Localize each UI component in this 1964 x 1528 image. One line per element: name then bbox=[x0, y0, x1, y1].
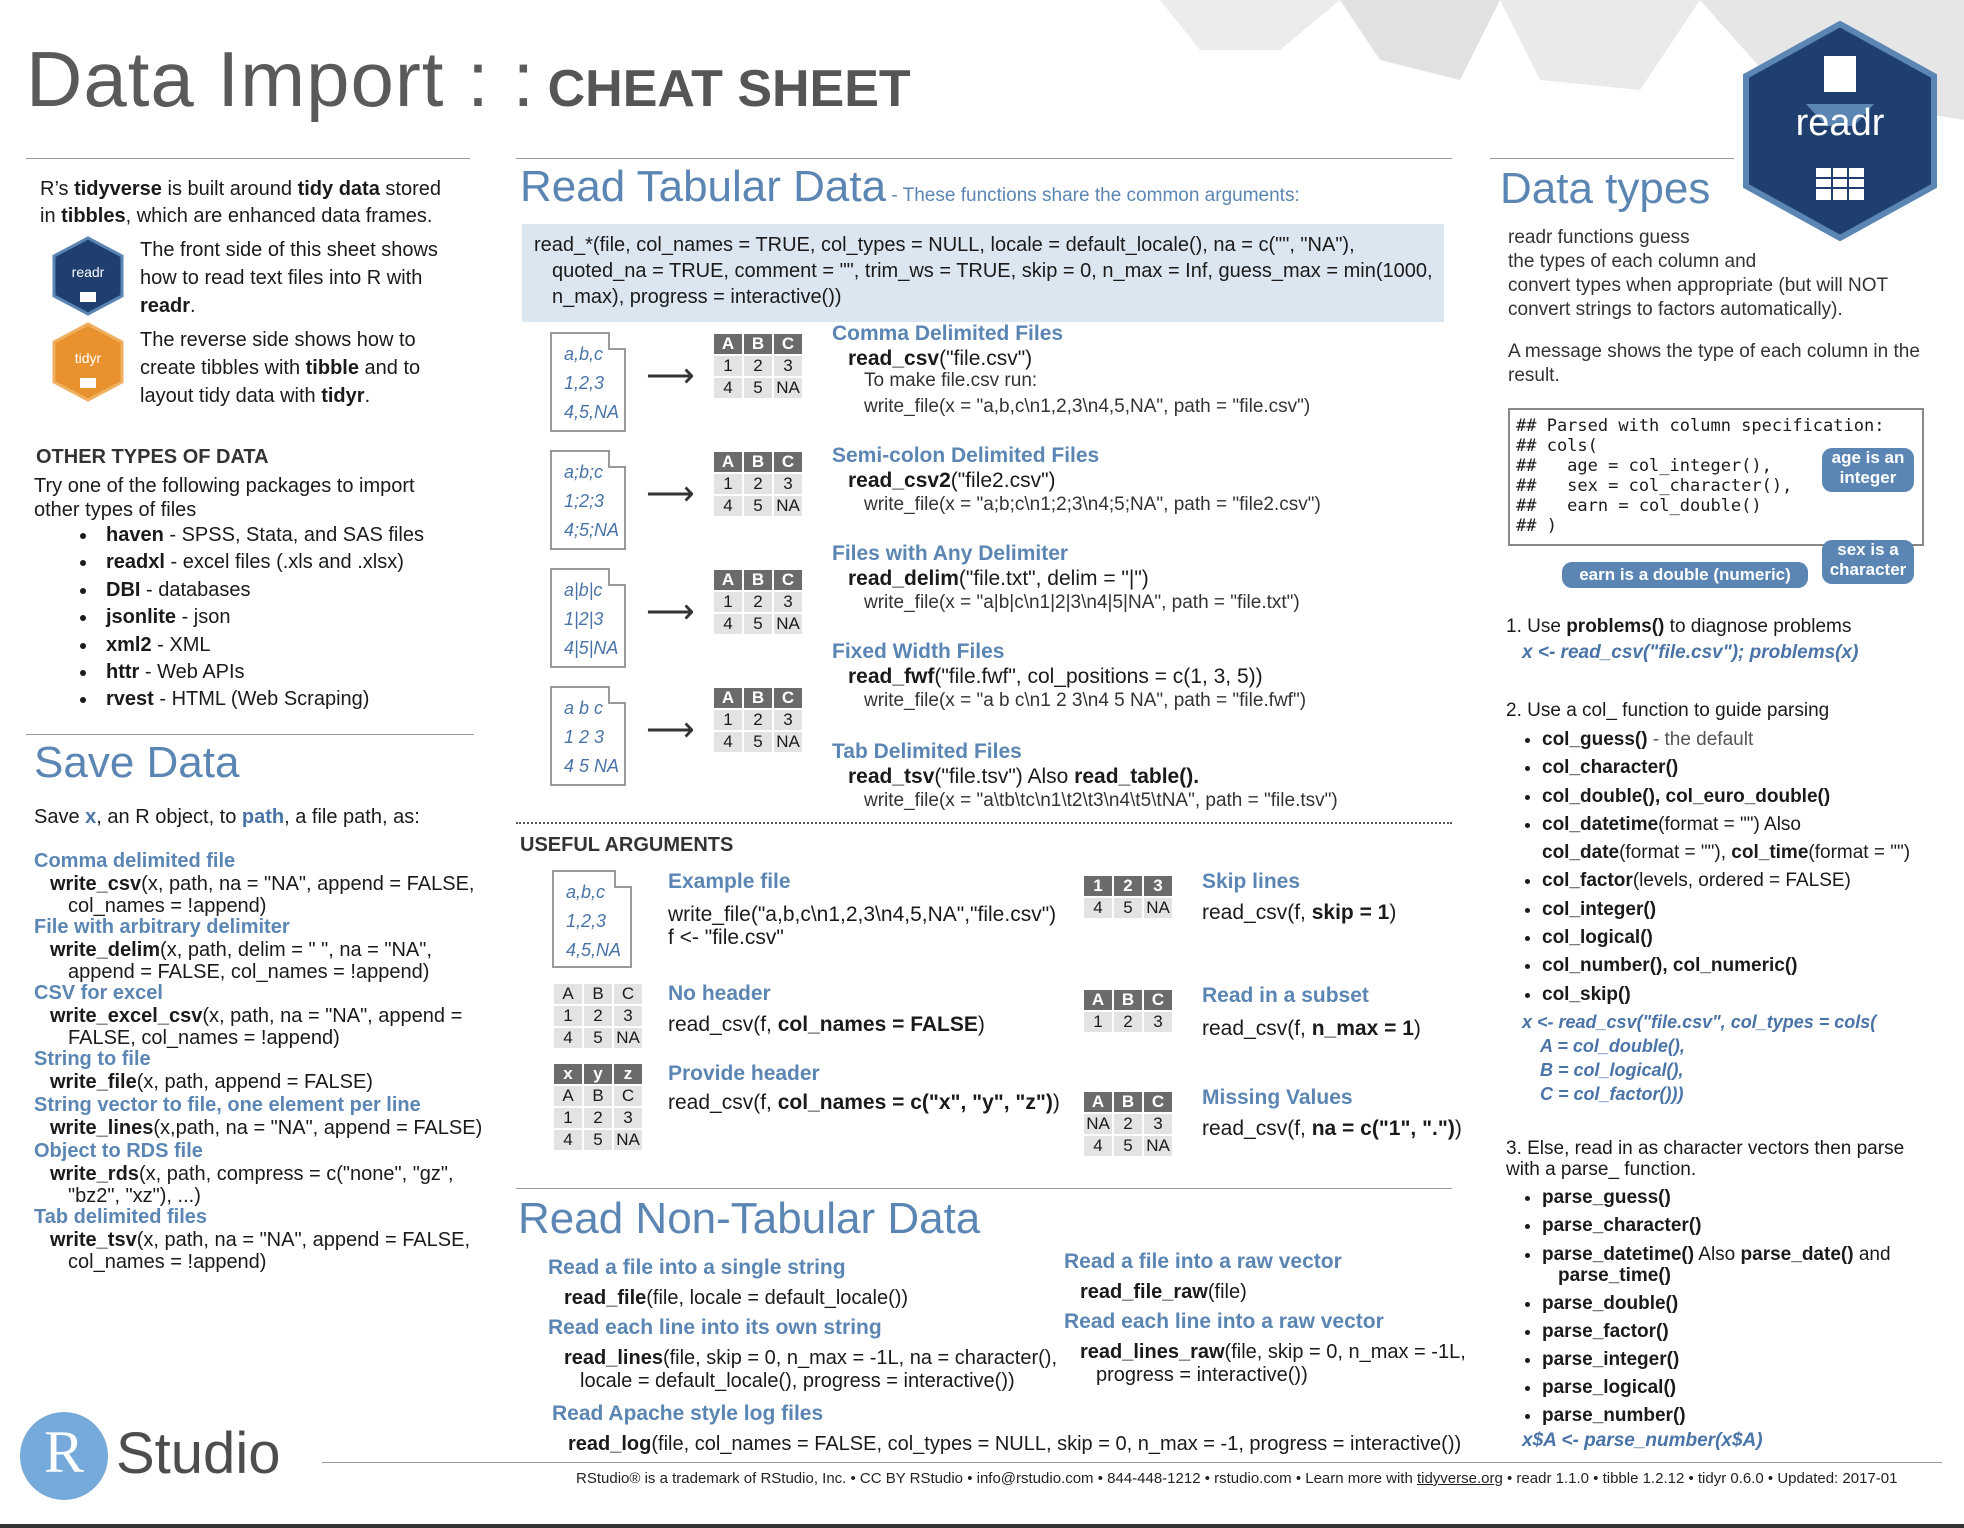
divider bbox=[516, 1188, 1452, 1189]
parse-item: • parse_character() bbox=[1542, 1212, 1964, 1240]
col-datetime-item: • col_datetime(format = "") Also col_date(format = ""), col_time(format = "") bbox=[1542, 811, 1964, 868]
parse-item: • parse_number() bbox=[1542, 1402, 1964, 1430]
common-args-line3: n_max), progress = interactive()) bbox=[552, 286, 842, 308]
console-line: ## sex = col_character(), bbox=[1516, 476, 1793, 496]
example-file-label: Example file bbox=[668, 870, 791, 893]
divider bbox=[1490, 158, 1734, 159]
parse-item: • parse_factor() bbox=[1542, 1318, 1964, 1346]
subset-code: read_csv(f, n_max = 1) bbox=[1202, 1017, 1421, 1040]
nontab-call: read_log(file, col_names = FALSE, col_types = NULL, skip = 0, n_max = -1, progress = interactive()) bbox=[568, 1433, 1462, 1455]
nontab-call-cont: locale = default_locale(), progress = interactive()) bbox=[580, 1370, 1015, 1392]
parse-datetime-item: • parse_datetime() Also parse_date() and parse_time() bbox=[1542, 1240, 1964, 1290]
tabular-subheading: - These functions share the common arguments: bbox=[886, 185, 1300, 206]
footer-text: RStudio® is a trademark of RStudio, Inc. • CC BY RStudio • info@rstudio.com • 844-448-1212 • rstudio.com • Learn more with tidyverse.org • readr 1.1.0 • tibble 1.2.12 • tidyr 0.6.0 • Updated: 2017-01 bbox=[576, 1470, 1898, 1487]
other-desc: Try one of the following packages to import other types of files bbox=[34, 475, 415, 521]
missing-values-code: read_csv(f, na = c("1", ".")) bbox=[1202, 1117, 1462, 1140]
parse-item: • parse_double() bbox=[1542, 1290, 1964, 1318]
col-guess-item: • col_guess() - the default bbox=[1542, 726, 1964, 754]
tabular-file-label: Fixed Width Files bbox=[832, 640, 1005, 663]
useful-heading: USEFUL ARGUMENTS bbox=[520, 834, 734, 856]
save-item: String vector to file, one element per line write_lines(x,path, na = "NA", append = FALSE) bbox=[34, 1094, 483, 1139]
tabular-heading: Read Tabular Data bbox=[520, 162, 887, 211]
text-file-icon: a b c 1 2 3 4 5 NA bbox=[550, 686, 626, 786]
tabular-file-call: read_csv("file.csv") bbox=[848, 347, 1033, 370]
nontab-call: read_lines(file, skip = 0, n_max = -1L, na = character(), bbox=[564, 1347, 1058, 1369]
save-item: Comma delimited file write_csv(x, path, na = "NA", append = FALSE, col_names = !append) bbox=[34, 850, 475, 917]
title-cheat: CHEAT SHEET bbox=[547, 60, 911, 118]
parse-item: • parse_guess() bbox=[1542, 1184, 1964, 1212]
package-item: • jsonlite - json bbox=[98, 604, 424, 631]
package-item: • xml2 - XML bbox=[98, 632, 424, 659]
missing-values-table: A B C NA 2 3 4 5 NA bbox=[1082, 1090, 1174, 1158]
arrow-right-icon: ⟶ bbox=[646, 593, 695, 631]
col-item: • col_integer() bbox=[1542, 896, 1964, 924]
common-args-line2: quoted_na = TRUE, comment = "", trim_ws = TRUE, skip = 0, n_max = Inf, guess_max = min(1000, bbox=[552, 260, 1433, 282]
nontab-label: Read each line into its own string bbox=[548, 1316, 882, 1339]
tabular-file-label: Semi-colon Delimited Files bbox=[832, 444, 1100, 467]
subset-table: A B C 1 2 3 bbox=[1082, 988, 1174, 1034]
skip-lines-label: Skip lines bbox=[1202, 870, 1301, 893]
text-file-icon: a;b;c 1;2;3 4;5;NA bbox=[550, 450, 626, 550]
nontab-call: read_file(file, locale = default_locale()) bbox=[564, 1287, 909, 1309]
badge-age: age is an integer bbox=[1822, 448, 1914, 492]
readr-small-icon-label: readr bbox=[71, 264, 105, 280]
missing-values-label: Missing Values bbox=[1202, 1086, 1353, 1109]
badge-sex: sex is a character bbox=[1822, 540, 1914, 584]
console-line: ## ) bbox=[1516, 516, 1557, 536]
col-item: • col_number(), col_numeric() bbox=[1542, 952, 1964, 980]
tabular-file-label: Files with Any Delimiter bbox=[832, 542, 1069, 565]
nontab-label: Read a file into a raw vector bbox=[1064, 1250, 1342, 1273]
footer-divider bbox=[322, 1462, 1942, 1463]
console-line: ## age = col_integer(), bbox=[1516, 456, 1772, 476]
provide-header-code: read_csv(f, col_names = c("x", "y", "z")) bbox=[668, 1091, 1060, 1114]
skip-lines-table: 1 2 3 4 5 NA bbox=[1082, 874, 1174, 920]
col-functions-list bbox=[1516, 726, 1964, 1009]
intro-text: R’s tidyverse is built around tidy data stored in tibbles, which are enhanced data frames. bbox=[40, 178, 441, 227]
tabular-file-label: Tab Delimited Files bbox=[832, 740, 1022, 763]
nontab-call: read_file_raw(file) bbox=[1080, 1281, 1247, 1303]
package-item: • readxl - excel files (.xls and .xlsx) bbox=[98, 549, 424, 576]
title-main: Data Import : : bbox=[26, 35, 536, 123]
tabular-heading-row bbox=[520, 162, 1300, 212]
divider bbox=[26, 158, 470, 159]
types-message: A message shows the type of each column in the result. bbox=[1508, 341, 1920, 386]
tabular-file-label: Comma Delimited Files bbox=[832, 322, 1064, 345]
provide-header-label: Provide header bbox=[668, 1062, 820, 1085]
provide-header-table: x y z A B C 1 2 3 4 5 NA bbox=[552, 1062, 644, 1152]
col-item: • col_double(), col_euro_double() bbox=[1542, 783, 1964, 811]
result-table: A B C 1 2 3 4 5 NA bbox=[712, 686, 804, 754]
divider bbox=[26, 734, 474, 735]
no-header-label: No header bbox=[668, 982, 771, 1005]
package-item: • rvest - HTML (Web Scraping) bbox=[98, 686, 424, 713]
console-line: ## cols( bbox=[1516, 436, 1598, 456]
tabular-file-write: write_file(x = "a\tb\tc\n1\t2\t3\n4\t5\tNA", path = "file.tsv") bbox=[864, 790, 1338, 811]
step1: 1. Use problems() to diagnose problems bbox=[1506, 616, 1852, 637]
nontab-label: Read Apache style log files bbox=[552, 1402, 824, 1425]
col-item: • col_skip() bbox=[1542, 981, 1964, 1009]
tabular-file-call: read_delim("file.txt", delim = "|") bbox=[848, 567, 1149, 590]
result-table: A B C 1 2 3 4 5 NA bbox=[712, 450, 804, 518]
parse-item: • parse_integer() bbox=[1542, 1346, 1964, 1374]
other-packages-list bbox=[70, 522, 424, 714]
tabular-file-note: To make file.csv run: bbox=[864, 370, 1038, 391]
result-table: A B C 1 2 3 4 5 NA bbox=[712, 332, 804, 400]
package-item: • httr - Web APIs bbox=[98, 659, 424, 686]
dotted-divider bbox=[516, 822, 1452, 824]
common-args-line1: read_*(file, col_names = TRUE, col_types = NULL, locale = default_locale(), na = c("", "NA"), bbox=[534, 234, 1355, 256]
arrow-right-icon: ⟶ bbox=[646, 357, 695, 395]
tidyverse-link[interactable]: tidyverse.org bbox=[1416, 1470, 1503, 1487]
no-header-code: read_csv(f, col_names = FALSE) bbox=[668, 1013, 985, 1036]
text-file-icon: a|b|c 1|2|3 4|5|NA bbox=[550, 568, 626, 668]
step3: 3. Else, read in as character vectors then parse with a parse_ function. bbox=[1506, 1138, 1905, 1180]
example-file-code2: f <- "file.csv" bbox=[668, 926, 784, 949]
tabular-file-call: read_csv2("file2.csv") bbox=[848, 469, 1056, 492]
page-title bbox=[26, 34, 911, 125]
package-item: • haven - SPSS, Stata, and SAS files bbox=[98, 522, 424, 549]
step2: 2. Use a col_ function to guide parsing bbox=[1506, 700, 1830, 721]
common-args-box bbox=[522, 224, 1444, 322]
readr-logo-text: readr bbox=[1795, 102, 1885, 144]
save-item: String to file write_file(x, path, append = FALSE) bbox=[34, 1048, 373, 1093]
tabular-file-write: write_file(x = "a,b,c\n1,2,3\n4,5,NA", path = "file.csv") bbox=[864, 396, 1311, 417]
console-line: ## Parsed with column specification: bbox=[1516, 416, 1885, 436]
tabular-file-write: write_file(x = "a b c\n1 2 3\n4 5 NA", path = "file.fwf") bbox=[864, 690, 1307, 711]
col-item: • col_logical() bbox=[1542, 924, 1964, 952]
tabular-file-call: read_tsv("file.tsv") Also read_table(). bbox=[848, 765, 1200, 788]
example-file-code1: write_file("a,b,c\n1,2,3\n4,5,NA","file.csv") bbox=[668, 903, 1057, 926]
nontab-label: Read each line into a raw vector bbox=[1064, 1310, 1384, 1333]
save-item: Object to RDS file write_rds(x, path, compress = c("none", "gz", "bz2", "xz"), ...) bbox=[34, 1140, 454, 1207]
tidyr-small-icon-label: tidyr bbox=[74, 350, 102, 366]
console-line: ## earn = col_double() bbox=[1516, 496, 1762, 516]
tabular-file-call: read_fwf("file.fwf", col_positions = c(1, 3, 5)) bbox=[848, 665, 1263, 688]
save-heading: Save Data bbox=[34, 738, 240, 787]
rstudio-logo-r: R bbox=[43, 1419, 85, 1485]
tabular-file-write: write_file(x = "a|b|c\n1|2|3\n4|5|NA", path = "file.txt") bbox=[864, 592, 1300, 613]
types-desc: readr functions guess the types of each column and convert types when appropriate (but will NOT convert strings to factors automatically). bbox=[1508, 227, 1889, 320]
arrow-right-icon: ⟶ bbox=[646, 711, 695, 749]
skip-lines-code: read_csv(f, skip = 1) bbox=[1202, 901, 1397, 924]
nontab-call: read_lines_raw(file, skip = 0, n_max = -1L, bbox=[1080, 1341, 1466, 1363]
step1-code: x <- read_csv("file.csv"); problems(x) bbox=[1522, 642, 1859, 663]
parse-item: • parse_logical() bbox=[1542, 1374, 1964, 1402]
save-item: Tab delimited files write_tsv(x, path, na = "NA", append = FALSE, col_names = !append) bbox=[34, 1206, 471, 1273]
nontab-label: Read a file into a single string bbox=[548, 1256, 846, 1279]
types-heading: Data types bbox=[1500, 164, 1711, 213]
parse-code: x$A <- parse_number(x$A) bbox=[1522, 1430, 1763, 1451]
col-factor-item: • col_factor(levels, ordered = FALSE) bbox=[1542, 867, 1964, 895]
intro-reverse: The reverse side shows how to create tibbles with tibble and to layout tidy data with tidyr. bbox=[140, 329, 421, 407]
text-file-icon: a,b,c 1,2,3 4,5,NA bbox=[550, 332, 626, 432]
col-item: • col_character() bbox=[1542, 754, 1964, 782]
divider bbox=[516, 158, 1452, 159]
save-item: CSV for excel write_excel_csv(x, path, na = "NA", append = FALSE, col_names = !append) bbox=[34, 982, 463, 1049]
badge-earn: earn is a double (numeric) bbox=[1562, 562, 1808, 588]
subset-label: Read in a subset bbox=[1202, 984, 1369, 1007]
package-item: • DBI - databases bbox=[98, 577, 424, 604]
col-types-code: x <- read_csv("file.csv", col_types = cols( A = col_double(), B = col_logical(), C = col_factor())) bbox=[1522, 1012, 1877, 1104]
result-table: A B C 1 2 3 4 5 NA bbox=[712, 568, 804, 636]
rstudio-logo-text: Studio bbox=[116, 1421, 281, 1486]
save-desc: Save x, an R object, to path, a file path, as: bbox=[34, 806, 420, 828]
nontab-heading: Read Non-Tabular Data bbox=[518, 1194, 981, 1243]
example-file-icon: a,b,c 1,2,3 4,5,NA bbox=[552, 870, 632, 968]
nontab-call-cont: progress = interactive()) bbox=[1096, 1364, 1308, 1386]
arrow-right-icon: ⟶ bbox=[646, 475, 695, 513]
intro-front: The front side of this sheet shows how to read text files into R with readr. bbox=[140, 239, 438, 317]
other-heading: OTHER TYPES OF DATA bbox=[36, 446, 269, 468]
parse-functions-list bbox=[1516, 1184, 1964, 1430]
tabular-file-write: write_file(x = "a;b;c\n1;2;3\n4;5;NA", path = "file2.csv") bbox=[864, 494, 1321, 515]
bottom-edge bbox=[0, 1524, 1964, 1528]
no-header-table: A B C 1 2 3 4 5 NA bbox=[552, 982, 644, 1050]
save-item: File with arbitrary delimiter write_delim(x, path, delim = " ", na = "NA", append = FALSE, col_names = !append) bbox=[34, 916, 432, 983]
